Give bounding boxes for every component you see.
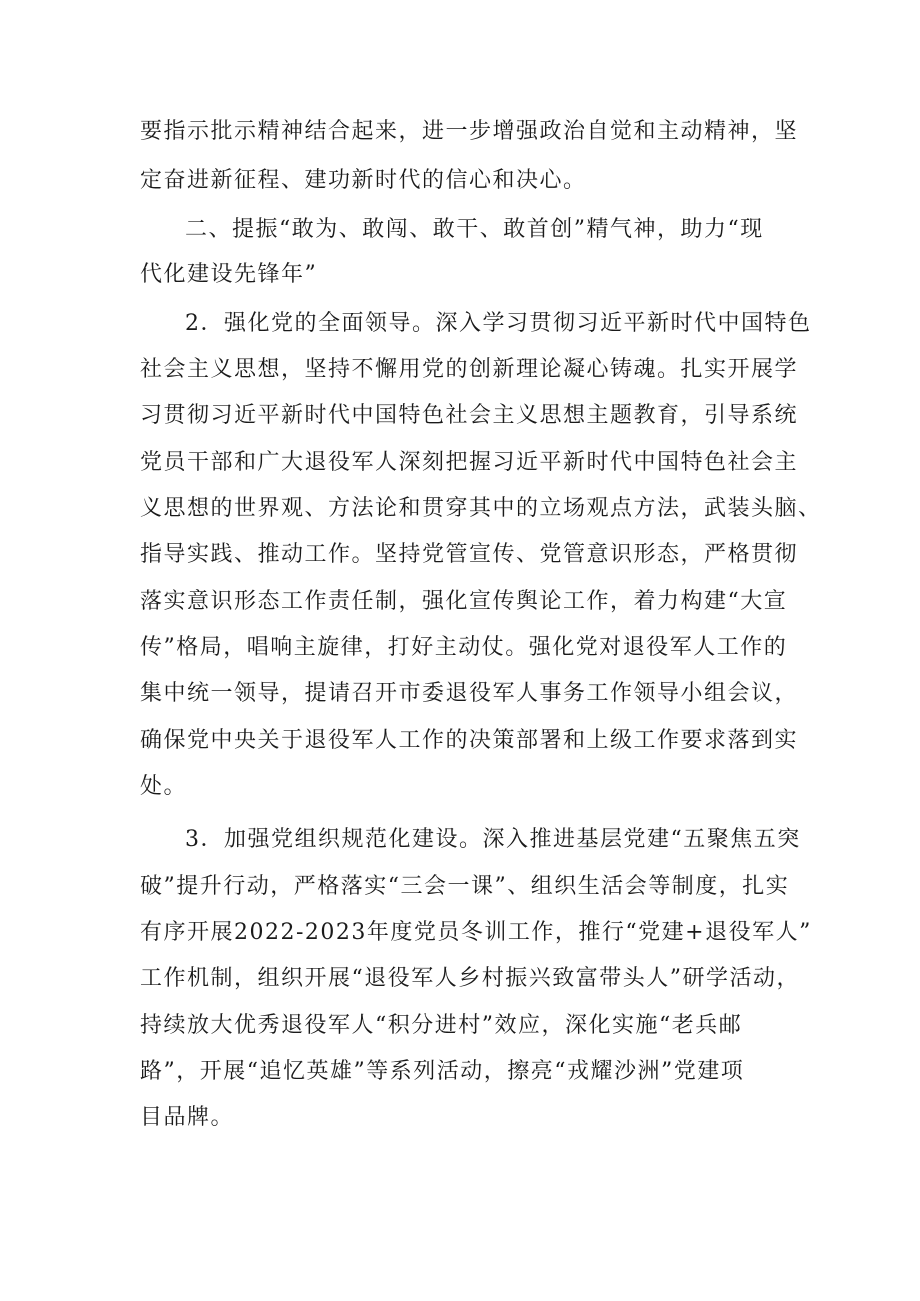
paragraph-line: 有序开展2022-2023年度党员冬训工作，推行“党建+退役军人” [140,920,812,945]
section-heading-line: 代化建设先锋年” [140,262,318,287]
paragraph-line: 落实意识形态工作责任制，强化宣传舆论工作，着力构建“大宣 [140,589,788,614]
paragraph-line: 处。 [140,774,188,799]
paragraph-line: 确保党中央关于退役军人工作的决策部署和上级工作要求落到实 [140,728,799,753]
paragraph-line: 破”提升行动，严格落实“三会一课”、组织生活会等制度，扎实 [140,874,790,899]
section-heading-line: 二、提振“敢为、敢闯、敢干、敢首创”精气神，助力“现 [185,217,764,242]
paragraph-line: 目品牌。 [140,1105,235,1130]
paragraph-line: 工作机制，组织开展“退役军人乡村振兴致富带头人”研学活动， [140,966,800,991]
paragraph-line: 集中统一领导，提请召开市委退役军人事务工作领导小组会议， [140,681,799,706]
paragraph-line: 路”，开展“追忆英雄”等系列活动，擦亮“戎耀沙洲”党建项 [140,1059,745,1084]
paragraph-line: 要指示批示精神结合起来，进一步增强政治自觉和主动精神，坚 [140,119,799,144]
paragraph-line: 党员干部和广大退役军人深刻把握习近平新时代中国特色社会主 [140,450,799,475]
paragraph-line: 社会主义思想，坚持不懈用党的创新理论凝心铸魂。扎实开展学 [140,357,799,382]
paragraph-line: 指导实践、推动工作。坚持党管宣传、党管意识形态，严格贯彻 [140,542,799,567]
paragraph-line: 3．加强党组织规范化建设。深入推进基层党建“五聚焦五突 [185,827,801,852]
paragraph-line: 传”格局，唱响主旋律，打好主动仗。强化党对退役军人工作的 [140,635,788,660]
paragraph-line: 定奋进新征程、建功新时代的信心和决心。 [140,168,587,193]
paragraph-line: 2．强化党的全面领导。深入学习贯彻习近平新时代中国特色 [185,311,812,336]
paragraph-line: 持续放大优秀退役军人“积分进村”效应，深化实施“老兵邮 [140,1013,743,1038]
paragraph-line: 习贯彻习近平新时代中国特色社会主义思想主题教育，引导系统 [140,403,799,428]
paragraph-line: 义思想的世界观、方法论和贯穿其中的立场观点方法，武装头脑、 [140,496,822,521]
